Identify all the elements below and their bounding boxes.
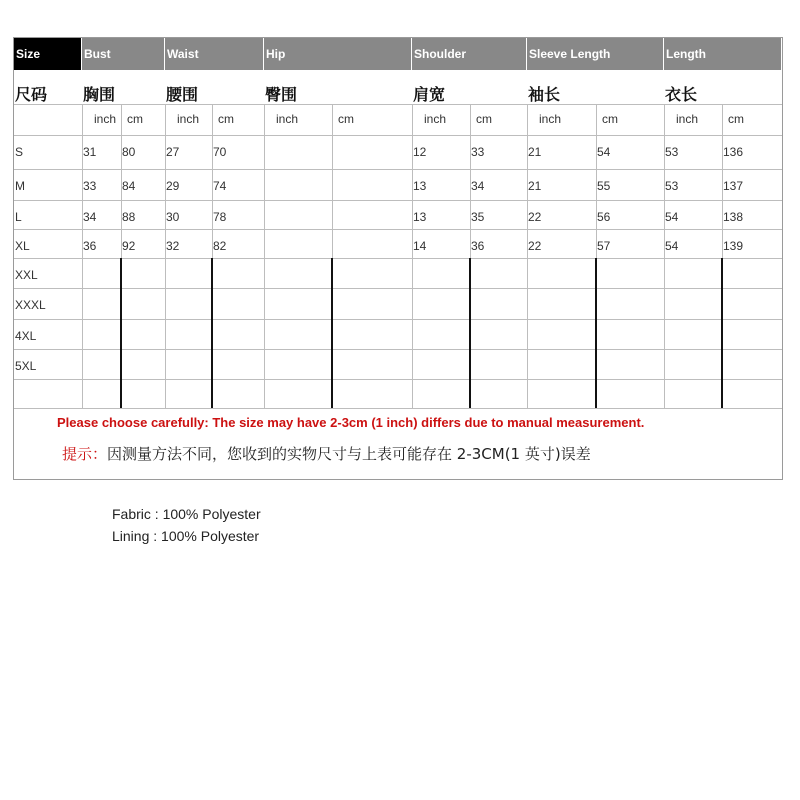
table-cell: 27: [166, 145, 180, 159]
column-header-hip: Hip: [264, 38, 412, 70]
table-cell: 92: [122, 239, 136, 253]
table-cell: 32: [166, 239, 180, 253]
column-divider-dark: [331, 258, 333, 408]
table-cell: 36: [471, 239, 485, 253]
table-cell: 12: [413, 145, 427, 159]
table-cell: 54: [665, 210, 679, 224]
table-cell: 78: [213, 210, 227, 224]
measurement-note-chinese-label: 提示：: [62, 445, 108, 463]
table-cell: 30: [166, 210, 180, 224]
table-cell: 34: [83, 210, 97, 224]
table-cell: 53: [665, 145, 679, 159]
table-cell: 57: [597, 239, 611, 253]
lining-info: Lining : 100% Polyester: [112, 528, 260, 544]
unit-inch-label: inch: [424, 112, 447, 126]
size-label: 5XL: [15, 359, 37, 373]
size-label: L: [15, 210, 22, 224]
column-header-cn-1: 胸围: [83, 85, 116, 104]
column-header-shoulder: Shoulder: [412, 38, 527, 70]
size-label: XXL: [15, 268, 38, 282]
column-header-sleeve-length: Sleeve Length: [527, 38, 664, 70]
table-cell: 54: [665, 239, 679, 253]
table-cell: 35: [471, 210, 485, 224]
table-cell: 14: [413, 239, 427, 253]
table-cell: 22: [528, 210, 542, 224]
table-cell: 56: [597, 210, 611, 224]
unit-cm-label: cm: [602, 112, 618, 126]
table-cell: 13: [413, 210, 427, 224]
table-cell: 21: [528, 145, 542, 159]
size-label: XXXL: [15, 298, 46, 312]
unit-cm-label: cm: [476, 112, 492, 126]
row-divider: [14, 349, 782, 350]
column-divider-dark: [211, 258, 213, 408]
table-cell: 54: [597, 145, 611, 159]
row-divider: [14, 135, 782, 136]
size-label: S: [15, 145, 24, 159]
measurement-note-chinese-text: 因测量方法不同，您收到的实物尺寸与上表可能存在 2-3CM(1 英寸)误差: [107, 445, 591, 463]
unit-cm-label: cm: [728, 112, 744, 126]
column-header-waist: Waist: [165, 38, 264, 70]
row-divider: [14, 319, 782, 320]
column-header-cn-5: 袖长: [528, 85, 561, 104]
column-header-bust: Bust: [82, 38, 165, 70]
unit-inch-label: inch: [539, 112, 562, 126]
unit-cm-label: cm: [127, 112, 143, 126]
table-cell: 80: [122, 145, 136, 159]
measurement-note-chinese: [62, 443, 591, 464]
table-cell: 82: [213, 239, 227, 253]
table-cell: 84: [122, 179, 136, 193]
table-cell: 70: [213, 145, 227, 159]
table-cell: 53: [665, 179, 679, 193]
measurement-note-english: Please choose carefully: The size may have 2-3cm (1 inch) differs due to manual measurement.: [57, 415, 645, 430]
size-label: 4XL: [15, 329, 37, 343]
table-cell: 136: [723, 145, 744, 159]
unit-inch-label: inch: [676, 112, 699, 126]
row-divider: [14, 200, 782, 201]
row-divider: [14, 408, 782, 409]
column-header-length: Length: [664, 38, 782, 70]
unit-inch-label: inch: [177, 112, 200, 126]
table-cell: 22: [528, 239, 542, 253]
column-divider-dark: [469, 258, 471, 408]
table-cell: 137: [723, 179, 744, 193]
column-header-cn-2: 腰围: [166, 85, 199, 104]
column-header-cn-4: 肩宽: [413, 85, 446, 104]
column-header-cn-6: 衣长: [665, 85, 698, 104]
table-cell: 29: [166, 179, 180, 193]
column-divider: [264, 104, 265, 408]
unit-inch-label: inch: [276, 112, 299, 126]
table-cell: 138: [723, 210, 744, 224]
fabric-info: Fabric : 100% Polyester: [112, 506, 261, 522]
column-divider-dark: [120, 258, 122, 408]
table-cell: 33: [83, 179, 97, 193]
unit-cm-label: cm: [218, 112, 234, 126]
row-divider: [14, 288, 782, 289]
table-cell: 34: [471, 179, 485, 193]
table-cell: 33: [471, 145, 485, 159]
unit-inch-label: inch: [94, 112, 117, 126]
size-chart-table: [13, 37, 783, 480]
column-header-cn-3: 臀围: [265, 85, 298, 104]
table-cell: 139: [723, 239, 744, 253]
table-cell: 55: [597, 179, 611, 193]
table-cell: 31: [83, 145, 97, 159]
table-cell: 21: [528, 179, 542, 193]
column-header-size: Size: [14, 38, 82, 70]
row-divider: [14, 229, 782, 230]
row-divider: [14, 104, 782, 105]
table-cell: 13: [413, 179, 427, 193]
unit-cm-label: cm: [338, 112, 354, 126]
column-divider-dark: [721, 258, 723, 408]
row-divider: [14, 379, 782, 380]
table-cell: 36: [83, 239, 97, 253]
column-divider-dark: [595, 258, 597, 408]
size-label: M: [15, 179, 25, 193]
table-cell: 74: [213, 179, 227, 193]
table-cell: 88: [122, 210, 136, 224]
row-divider: [14, 169, 782, 170]
size-label: XL: [15, 239, 30, 253]
row-divider: [14, 258, 782, 259]
column-header-cn-0: 尺码: [15, 85, 48, 104]
